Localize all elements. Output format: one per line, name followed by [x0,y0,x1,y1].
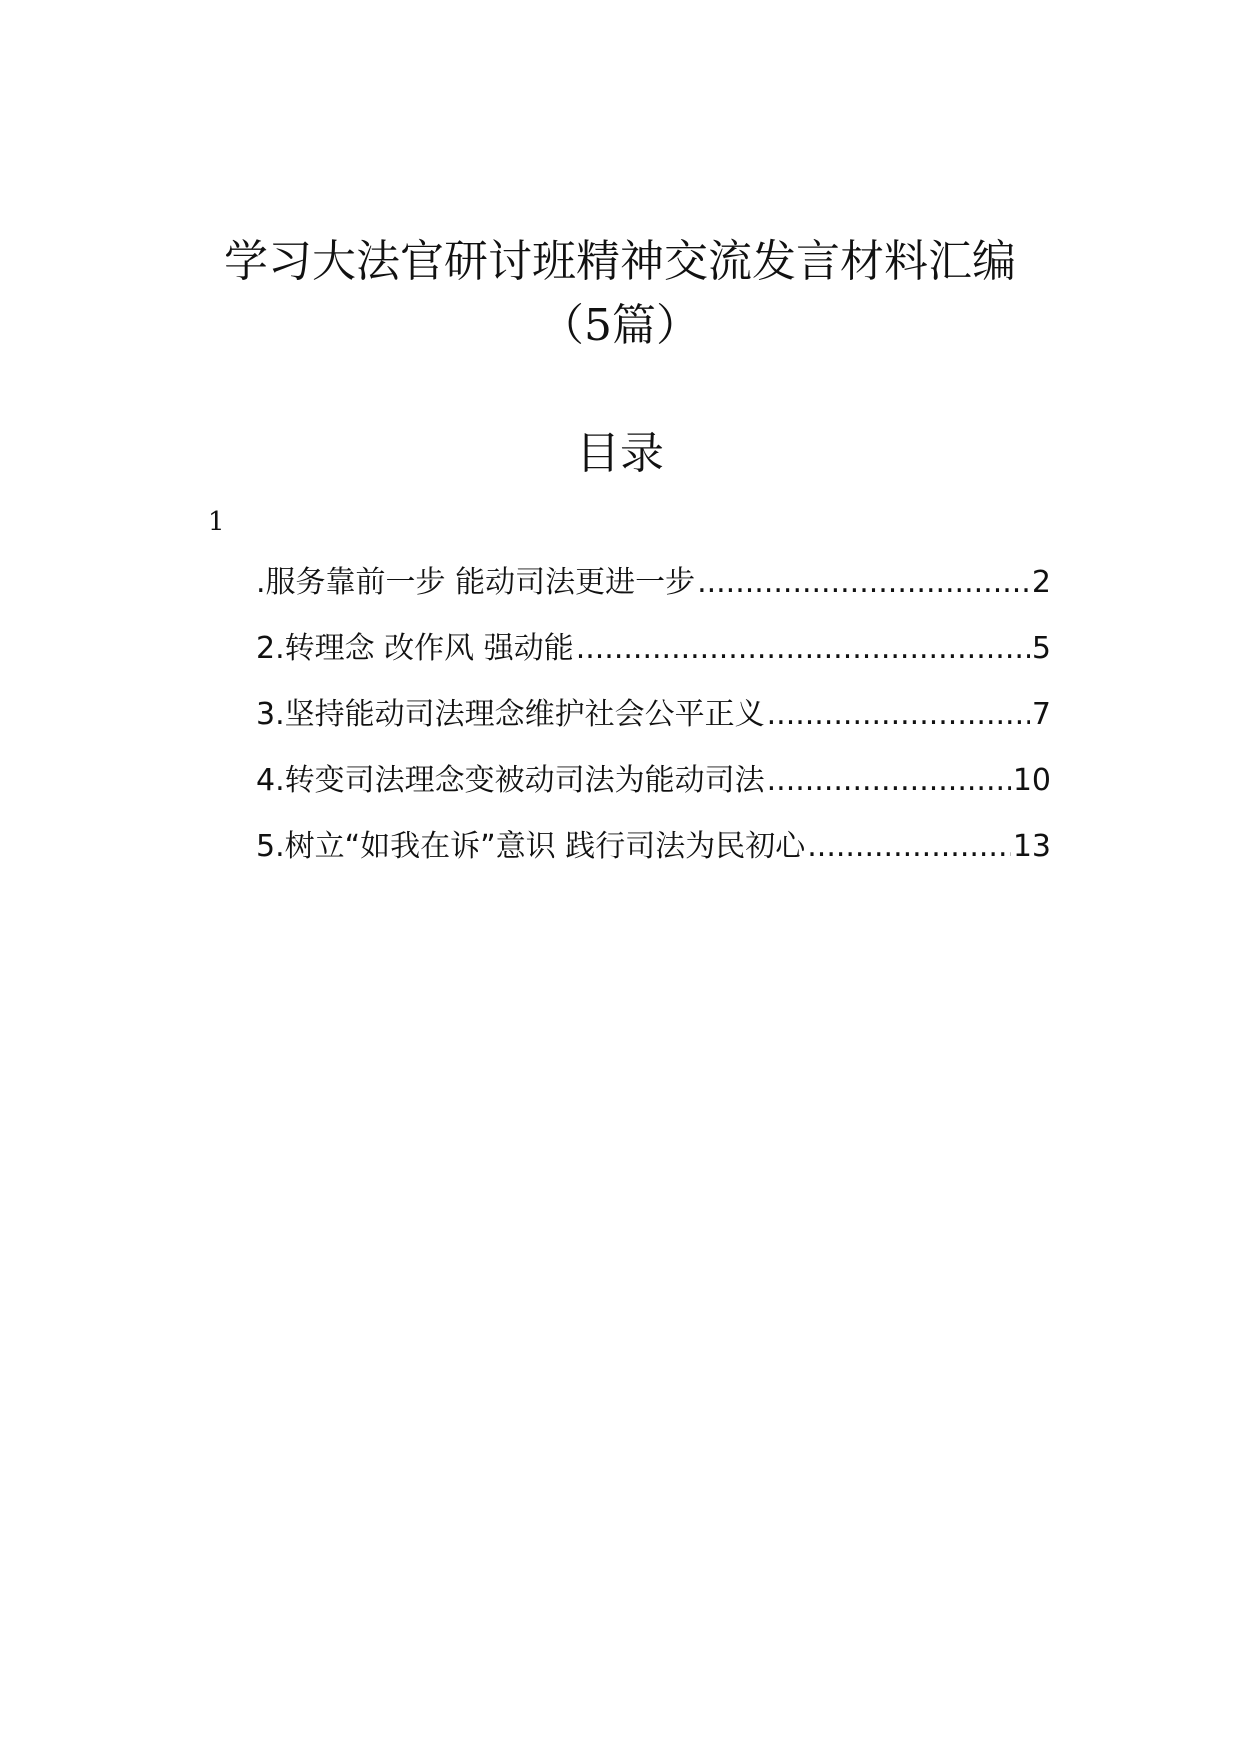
toc-dot-leader [767,690,1030,740]
toc-entry-title: 5.树立“如我在诉”意识 践行司法为民初心 [256,829,806,864]
toc-dot-leader [767,756,1011,806]
toc-entry[interactable] [256,690,1051,756]
toc-entry-page: 7 [1031,697,1051,732]
subtitle-paren-open: （ [540,300,584,351]
toc-entry-title: 2.转理念 改作风 强动能 [256,631,574,666]
toc-entry[interactable] [256,822,1051,888]
subtitle-paren-close: ） [656,300,700,351]
stray-number: 1 [208,507,225,537]
toc-entry-title: 3.坚持能动司法理念维护社会公平正义 [256,697,765,732]
toc-dot-leader [697,558,1030,608]
toc-list [256,558,1051,888]
toc-entry[interactable] [256,756,1051,822]
toc-dot-leader [807,822,1011,872]
toc-entry-page: 5 [1031,631,1051,666]
toc-entry-page: 13 [1012,829,1051,864]
toc-entry-page: 2 [1031,565,1051,600]
toc-entry-page: 10 [1012,763,1051,798]
toc-entry[interactable] [256,624,1051,690]
toc-entry-title: 4.转变司法理念变被动司法为能动司法 [256,763,765,798]
document-title: 学习大法官研讨班精神交流发言材料汇编 [224,236,1016,287]
toc-dot-leader [576,624,1030,674]
subtitle-unit: 篇 [612,300,656,351]
document-subtitle [0,296,1240,356]
toc-entry[interactable] [256,558,1051,624]
toc-entry-title: .服务靠前一步 能动司法更进一步 [256,565,696,600]
toc-heading: 目录 [576,428,664,479]
subtitle-count: 5 [584,300,612,351]
